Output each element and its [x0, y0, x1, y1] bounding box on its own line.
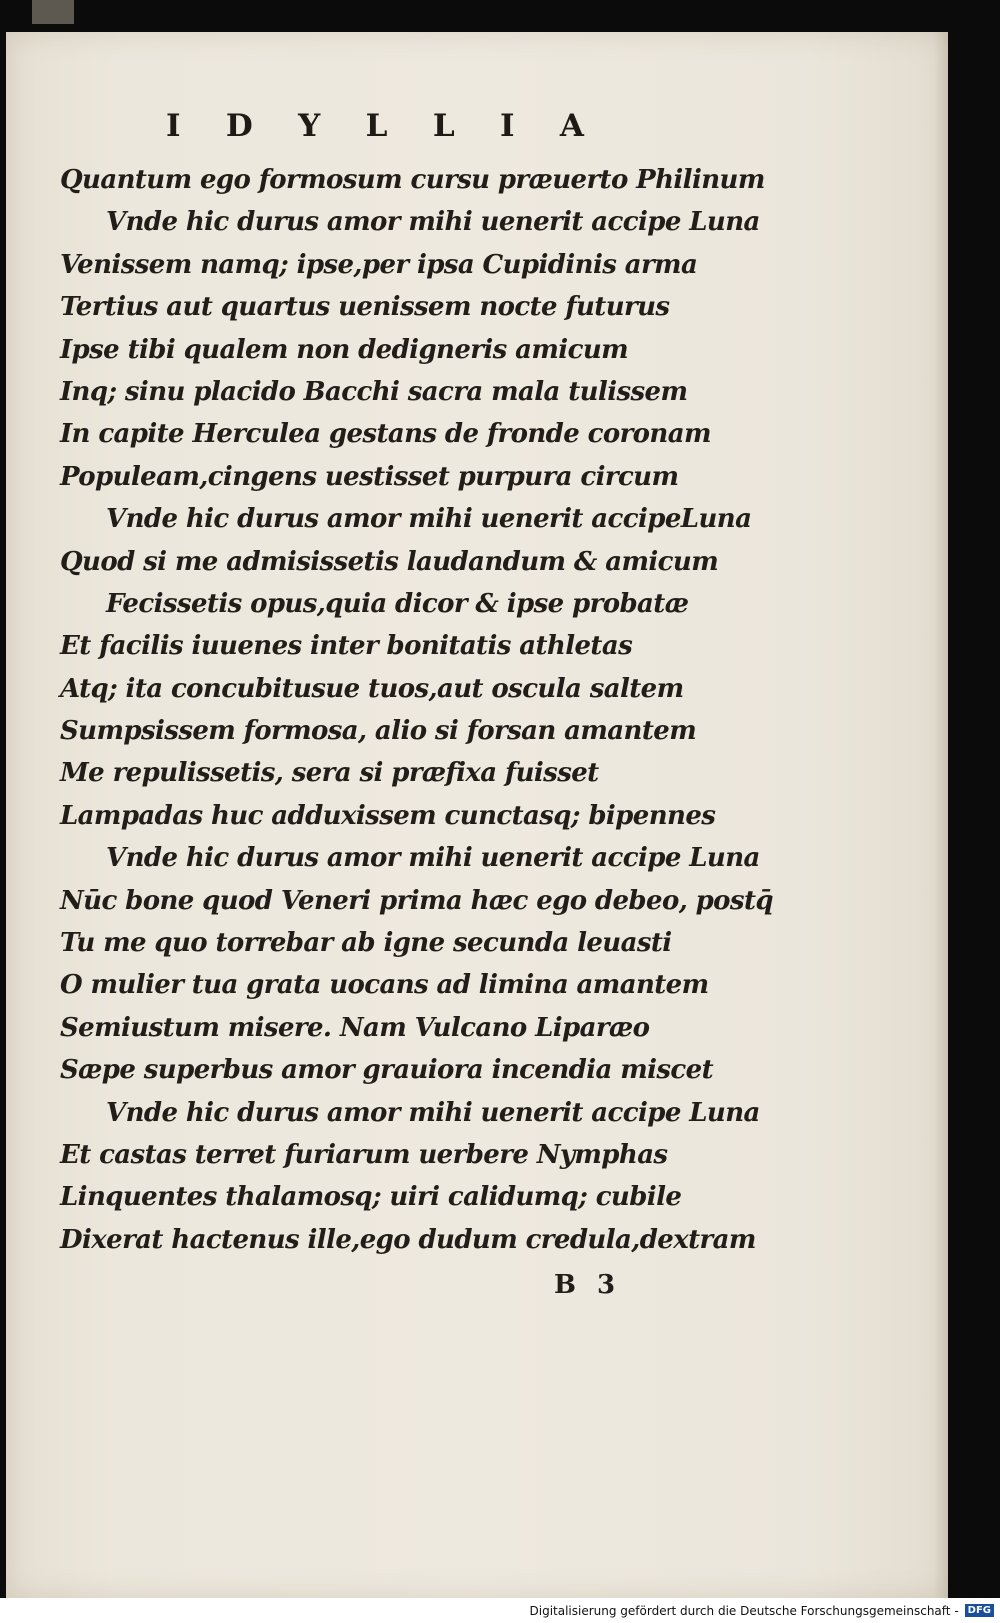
refrain-line: Vnde hic durus amor mihi uenerit accipe Luna [106, 1097, 760, 1128]
running-head [166, 108, 586, 144]
funding-notice: Digitalisierung gefördert durch die Deutsche Forschungsgemeinschaft - [529, 1603, 959, 1618]
refrain-line: Vnde hic durus amor mihi uenerit accipeLuna [106, 504, 752, 535]
refrain-line: Vnde hic durus amor mihi uenerit accipe Luna [106, 207, 760, 238]
page-edge-shadow [934, 32, 948, 1598]
footer-bar [0, 1598, 1000, 1623]
running-head-letter: I [500, 108, 517, 144]
refrain-line: Vnde hic durus amor mihi uenerit accipe Luna [106, 843, 760, 874]
verse-line: Tertius aut quartus uenissem nocte futurus [60, 292, 670, 323]
verse-line: Inq; sinu placido Bacchi sacra mala tulissem [60, 376, 688, 407]
verse-line: Sumpsissem formosa, alio si forsan amantem [60, 716, 697, 747]
running-head-letter: Y [298, 108, 323, 144]
verse-line: Lampadas huc adduxissem cunctasq; bipennes [60, 800, 716, 831]
verse-line: O mulier tua grata uocans ad limina amantem [60, 970, 709, 1001]
verse-line: Dixerat hactenus ille,ego dudum credula,dextram [60, 1224, 756, 1255]
running-head-letter: A [559, 108, 586, 144]
binding-tab [32, 0, 74, 24]
verse-list [60, 159, 773, 1261]
verse-line: Sæpe superbus amor grauiora incendia miscet [60, 1055, 714, 1086]
verse-line: Semiustum misere. Nam Vulcano Liparæo [60, 1012, 650, 1043]
verse-line: Populeam,cingens uestisset purpura circum [60, 461, 679, 492]
verse-line: Ipse tibi qualem non dedigneris amicum [60, 334, 629, 365]
running-head-letter: L [365, 108, 390, 144]
verse-line: Me repulissetis, sera si præfixa fuisset [60, 758, 599, 789]
running-head-letter: I [166, 108, 183, 144]
verse-line: Atq; ita concubitusue tuos,aut oscula saltem [60, 673, 684, 704]
verse-line: Quantum ego formosum cursu præuerto Philinum [60, 165, 765, 195]
running-head-letter: L [432, 108, 457, 144]
verse-line: In capite Herculea gestans de fronde coronam [60, 419, 711, 450]
running-head-letter: D [225, 108, 255, 144]
verse-line: Venissem namq; ipse,per ipsa Cupidinis arma [60, 249, 698, 280]
verse-line: Nūc bone quod Veneri prima hæc ego debeo, postq̄ [60, 885, 773, 916]
refrain-line: Fecissetis opus,quia dicor & ipse probatæ [106, 588, 689, 619]
book-page [6, 32, 948, 1598]
verse-line: Quod si me admisissetis laudandum & amicum [60, 546, 719, 577]
verse-line: Et facilis iuuenes inter bonitatis athletas [60, 631, 633, 662]
verse-line: Tu me quo torrebar ab igne secunda leuasti [60, 928, 672, 959]
dfg-logo: DFG [965, 1604, 994, 1617]
signature-mark: B 3 [554, 1270, 622, 1300]
verse-line: Linquentes thalamosq; uiri calidumq; cubile [60, 1182, 682, 1213]
verse-line: Et castas terret furiarum uerbere Nymphas [60, 1139, 668, 1170]
